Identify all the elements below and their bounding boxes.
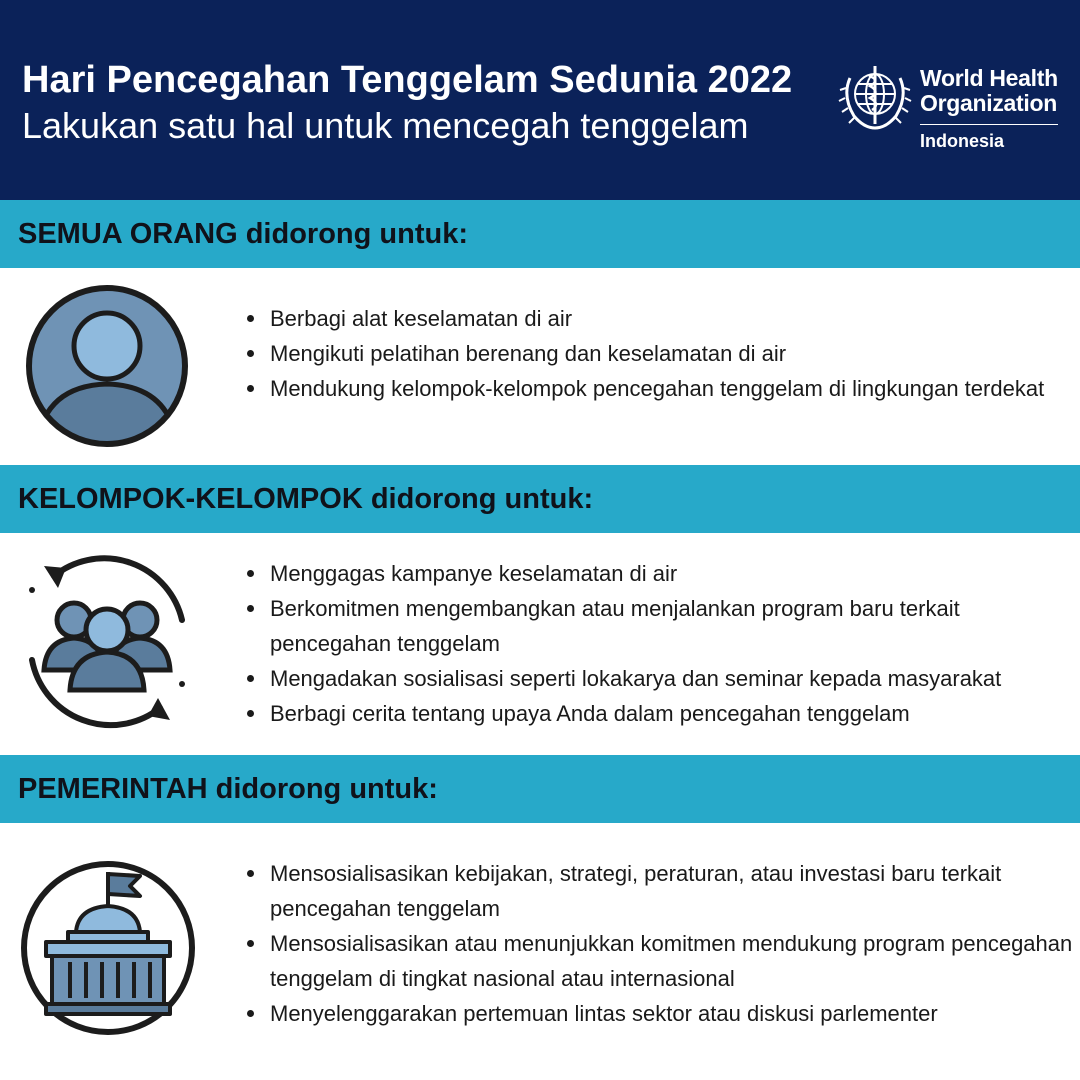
who-logo-country: Indonesia	[920, 131, 1005, 151]
list-item: Mengadakan sosialisasi seperti lokakarya dan seminar kepada masyarakat	[270, 661, 1080, 696]
list-item: Berbagi alat keselamatan di air	[270, 301, 1080, 336]
who-logo-line1: World Health	[920, 65, 1058, 91]
group-cycle-icon	[14, 550, 200, 730]
list-item: Menyelenggarakan pertemuan lintas sektor atau diskusi parlementer	[270, 996, 1080, 1031]
list-item: Mensosialisasikan atau menunjukkan komitmen mendukung program pencegahan tenggelam di tingkat nasional atau internasional	[270, 926, 1080, 996]
list-item: Mensosialisasikan kebijakan, strategi, peraturan, atau investasi baru terkait pencegahan tenggelam	[270, 856, 1080, 926]
section-heading-everyone	[0, 200, 1080, 268]
everyone-list	[240, 301, 1080, 406]
list-item: Berbagi cerita tentang upaya Anda dalam pencegahan tenggelam	[270, 696, 1080, 731]
groups-list	[240, 556, 1080, 731]
who-logo-line2: Organization	[920, 90, 1057, 116]
who-logo	[836, 56, 1066, 156]
section-heading-text: SEMUA ORANG didorong untuk:	[18, 218, 468, 250]
logo-divider	[920, 124, 1058, 125]
government-building-icon	[18, 858, 198, 1038]
person-icon	[24, 284, 190, 450]
list-item: Mendukung kelompok-kelompok pencegahan tenggelam di lingkungan terdekat	[270, 371, 1080, 406]
list-item: Berkomitmen mengembangkan atau menjalankan program baru terkait pencegahan tenggelam	[270, 591, 1080, 661]
section-heading-text: PEMERINTAH didorong untuk:	[18, 773, 438, 805]
section-heading-government	[0, 755, 1080, 823]
page-title: Hari Pencegahan Tenggelam Sedunia 2022	[22, 59, 793, 101]
who-emblem-icon	[836, 58, 914, 136]
list-item: Mengikuti pelatihan berenang dan keselamatan di air	[270, 336, 1080, 371]
section-heading-groups	[0, 465, 1080, 533]
section-heading-text: KELOMPOK-KELOMPOK didorong untuk:	[18, 483, 594, 515]
page-subtitle: Lakukan satu hal untuk mencegah tenggelam	[22, 105, 749, 146]
government-list	[240, 856, 1080, 1031]
who-logo-text	[920, 66, 1058, 116]
header-banner	[0, 0, 1080, 200]
list-item: Menggagas kampanye keselamatan di air	[270, 556, 1080, 591]
